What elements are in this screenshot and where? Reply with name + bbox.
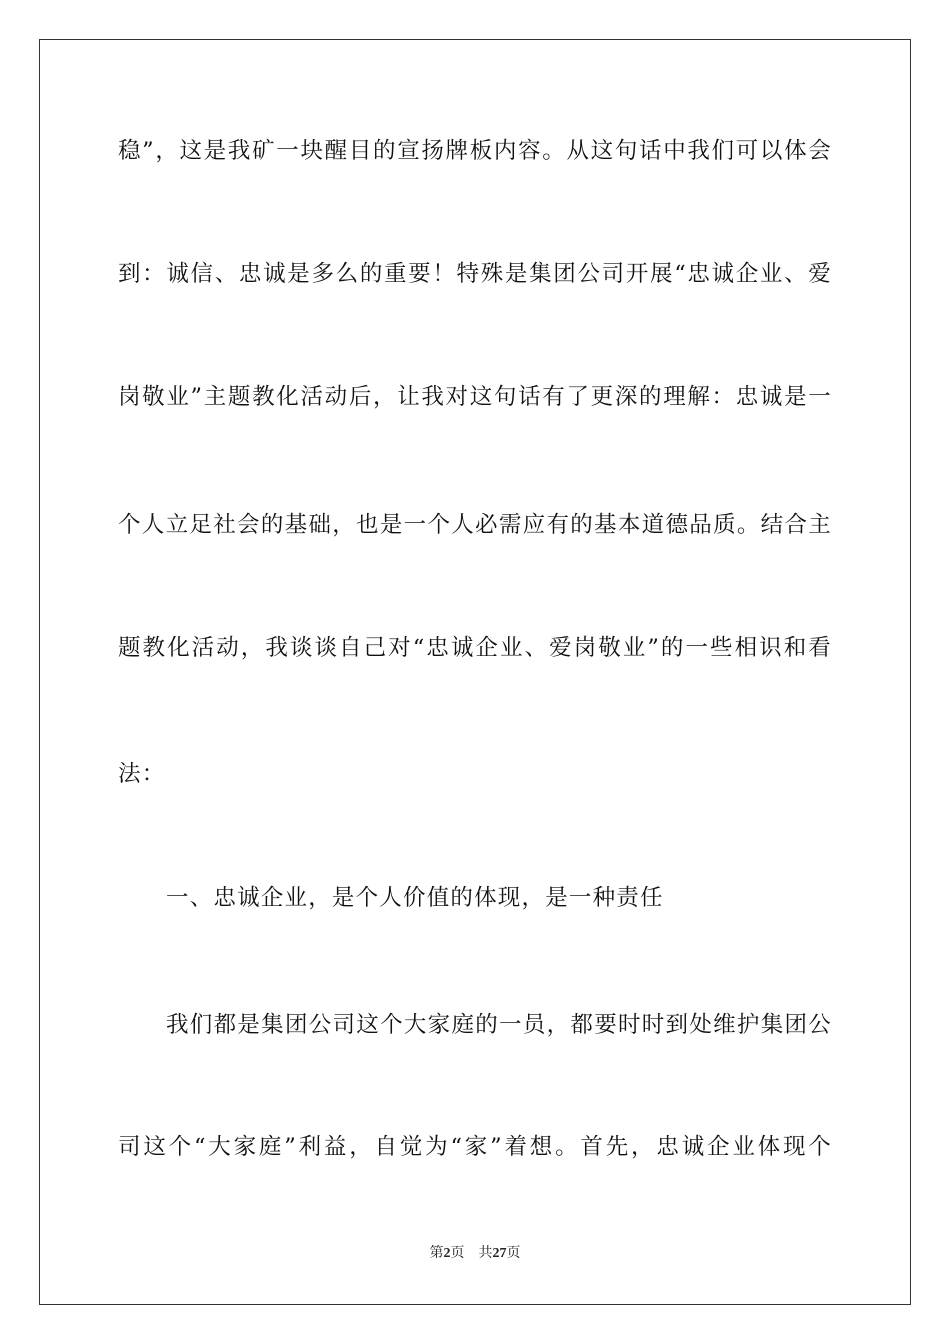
total-prefix: 共: [478, 1246, 493, 1261]
page-suffix: 页: [450, 1246, 465, 1261]
page-number: 2: [443, 1246, 451, 1261]
page-border: [39, 39, 911, 1305]
page-prefix: 第: [429, 1246, 444, 1261]
body-text-line: 到：诚信、忠诚是多么的重要！特殊是集团公司开展“忠诚企业、爱: [118, 261, 832, 287]
section-heading: 一、忠诚企业，是个人价值的体现，是一种责任: [166, 885, 664, 911]
paragraph-first-line: 我们都是集团公司这个大家庭的一员，都要时时到处维护集团公: [166, 1012, 832, 1038]
total-pages: 27: [492, 1246, 507, 1261]
body-text-line: 法：: [118, 761, 166, 787]
body-text-line: 司这个“大家庭”利益，自觉为“家”着想。首先，忠诚企业体现个: [118, 1134, 832, 1160]
body-text-line: 稳”，这是我矿一块醒目的宣扬牌板内容。从这句话中我们可以体会: [118, 138, 832, 164]
body-text-line: 个人立足社会的基础，也是一个人必需应有的基本道德品质。结合主: [118, 512, 832, 538]
page-footer: [0, 1244, 950, 1263]
total-suffix: 页: [506, 1246, 521, 1261]
body-text-line: 岗敬业”主题教化活动后，让我对这句话有了更深的理解：忠诚是一: [118, 384, 832, 410]
body-text-line: 题教化活动，我谈谈自己对“忠诚企业、爱岗敬业”的一些相识和看: [118, 635, 832, 661]
